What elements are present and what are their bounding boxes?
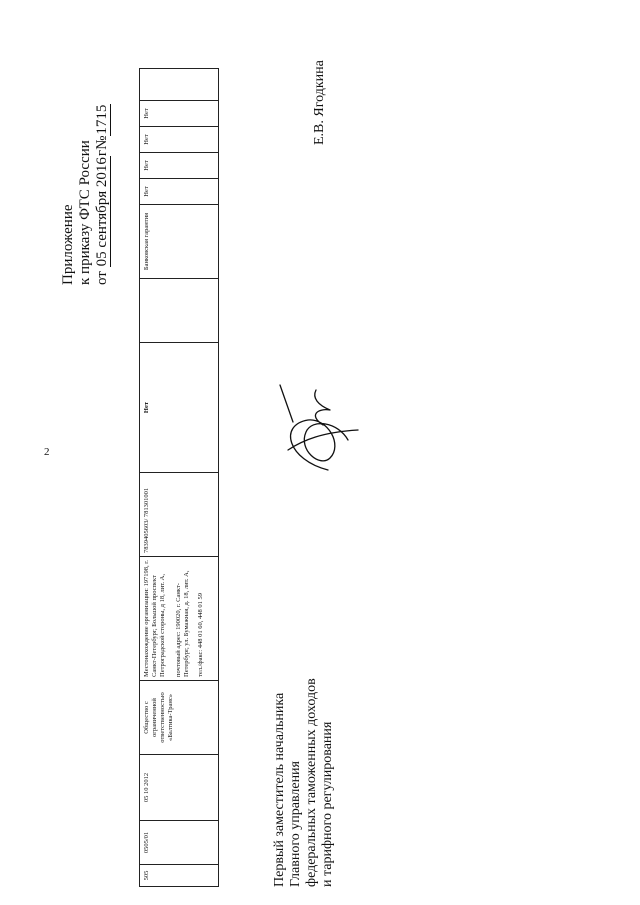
address-postal: почтовый адрес: 190020, г. Санкт-Петербург, ул. Бумажная, д. 18, лит. А,: [175, 570, 190, 677]
cell-org-name: Общество с ограниченной ответственностью «Балтика-Транс»: [140, 681, 219, 755]
signer-position-line: Главного управления: [288, 761, 303, 887]
signer-position-line: федеральных таможенных доходов: [304, 678, 319, 887]
cell-address: [140, 557, 219, 681]
cell-flag-4: Нет: [140, 101, 219, 127]
appendix-title: Приложение: [60, 204, 76, 285]
cell-empty-1: [140, 279, 219, 343]
signer-position-line: Первый заместитель начальника: [272, 692, 287, 887]
appendix-order-ref: к приказу ФТС России: [77, 140, 93, 285]
appendix-date: 05 сентября 2016: [94, 157, 110, 267]
cell-branches: Нет: [140, 343, 219, 473]
cell-guarantee: Банковская гарантия: [140, 205, 219, 279]
handwritten-signature: [268, 380, 363, 480]
address-location: Местонахождение организации: 197198, г. Санкт-Петербург, Большой проспект Петроградской стороны, д 18, лит. А,: [143, 560, 166, 677]
cell-index: 505: [140, 865, 219, 887]
cell-empty-2: [140, 69, 219, 101]
registry-table: [139, 68, 219, 887]
appendix-date-prefix: от: [94, 267, 110, 285]
signer-name: Е.В. Ягодкина: [312, 60, 327, 145]
table-row: [140, 69, 219, 887]
cell-flag-2: Нет: [140, 153, 219, 179]
appendix-order-date-line: [94, 15, 111, 285]
address-phone: тел./факс: 448 01 60, 448 01 59: [197, 592, 204, 677]
cell-date: 05 10 2012: [140, 755, 219, 821]
cell-flag-3: Нет: [140, 127, 219, 153]
appendix-number-sign: г№: [94, 135, 110, 157]
cell-code: 0505/01: [140, 821, 219, 865]
appendix-number: 1715: [94, 104, 110, 135]
cell-flag-1: Нет: [140, 179, 219, 205]
signer-position-line: и тарифного регулирования: [320, 721, 335, 887]
appendix-header: [60, 15, 111, 285]
cell-inn-kpp: 7839405603/ 781301001: [140, 473, 219, 557]
page-number: 2: [44, 446, 50, 458]
signer-position: [272, 587, 336, 887]
